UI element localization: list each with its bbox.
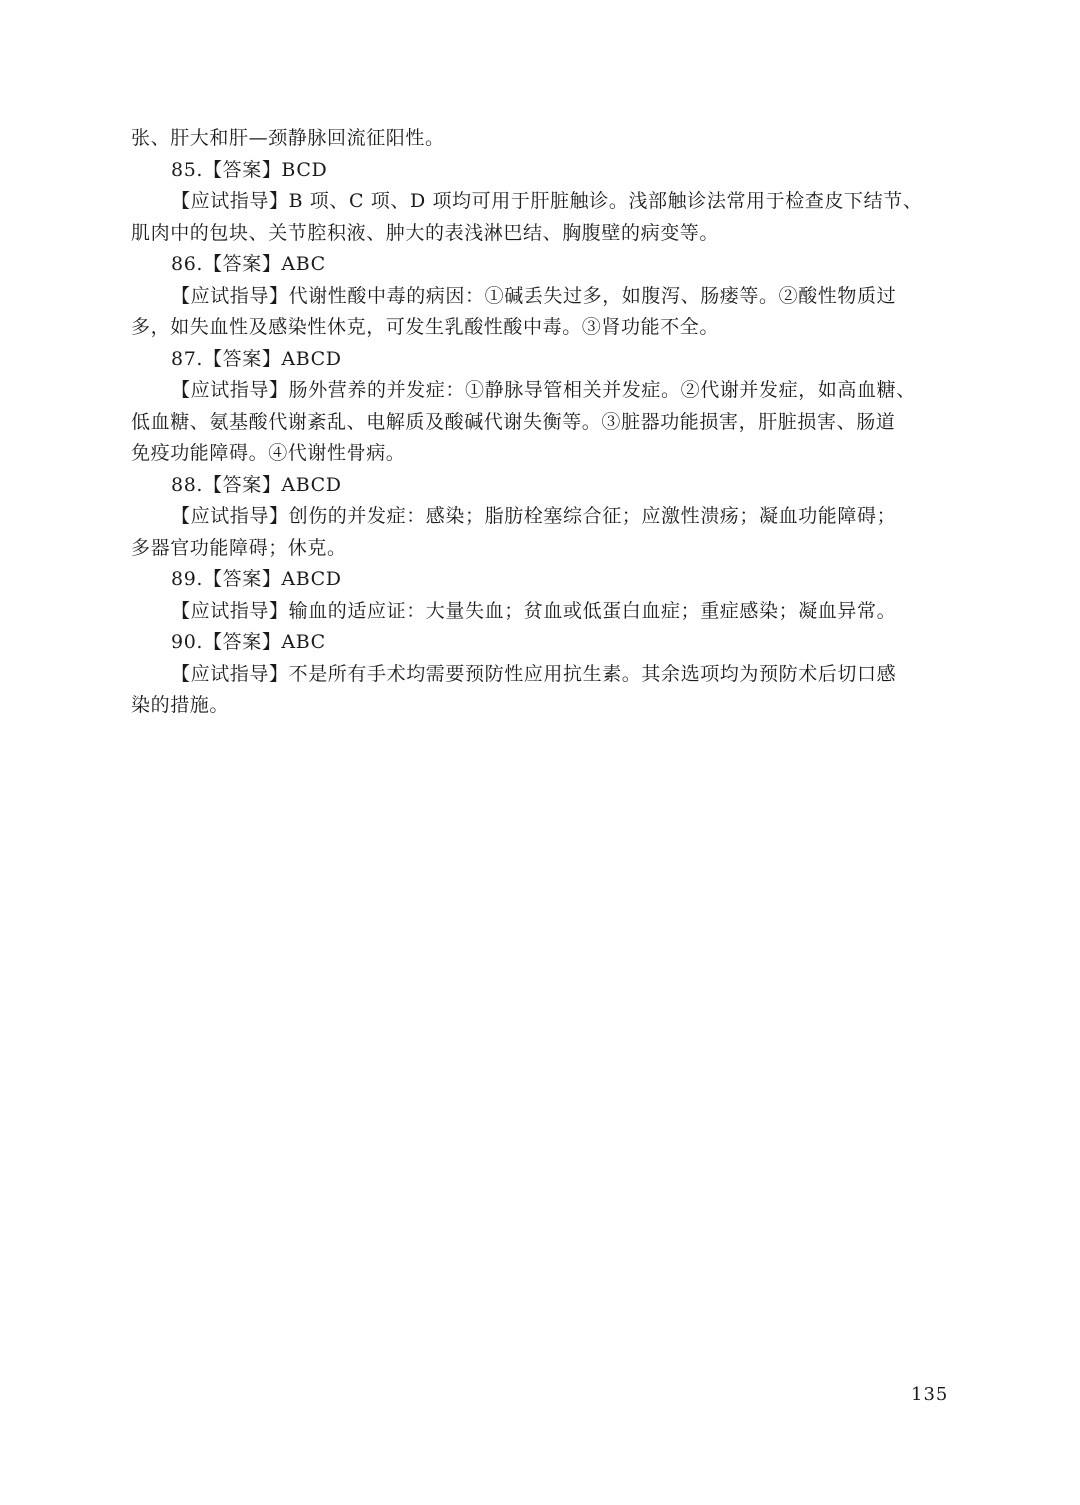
answer-line-87: 87.【答案】ABCD <box>171 347 342 370</box>
guide-line: 【应试指导】B 项、C 项、D 项均可用于肝脏触诊。浅部触诊法常用于检查皮下结节、 <box>171 190 923 212</box>
text-line: 多，如失血性及感染性休克，可发生乳酸性酸中毒。③肾功能不全。 <box>131 316 720 338</box>
answer-line-85: 85.【答案】BCD <box>171 158 328 181</box>
guide-line: 【应试指导】不是所有手术均需要预防性应用抗生素。其余选项均为预防术后切口感 <box>171 662 897 685</box>
guide-line: 【应试指导】创伤的并发症：感染；脂肪栓塞综合征；应激性溃疡；凝血功能障碍； <box>171 505 897 527</box>
text-line: 染的措施。 <box>131 694 230 716</box>
guide-line: 【应试指导】输血的适应证：大量失血；贫血或低蛋白血症；重症感染；凝血异常。 <box>171 599 897 622</box>
guide-line: 【应试指导】代谢性酸中毒的病因：①碱丢失过多，如腹泻、肠瘘等。②酸性物质过 <box>171 284 897 307</box>
answer-line-90: 90.【答案】ABC <box>171 631 326 653</box>
page-number: 135 <box>911 1384 949 1405</box>
document-body <box>131 123 953 722</box>
text-line: 多器官功能障碍；休克。 <box>131 536 347 559</box>
answer-line-89: 89.【答案】ABCD <box>171 568 342 590</box>
text-line: 免疫功能障碍。④代谢性骨病。 <box>131 442 406 464</box>
text-line: 肌肉中的包块、关节腔积液、肿大的表浅淋巴结、胸腹壁的病变等。 <box>131 221 720 244</box>
text-line: 低血糖、氨基酸代谢紊乱、电解质及酸碱代谢失衡等。③脏器功能损害，肝脏损害、肠道 <box>131 410 896 433</box>
answer-line-86: 86.【答案】ABC <box>171 253 326 275</box>
answer-line-88: 88.【答案】ABCD <box>171 473 342 496</box>
text-line: 张、肝大和肝—颈静脉回流征阳性。 <box>131 127 445 149</box>
guide-line: 【应试指导】肠外营养的并发症：①静脉导管相关并发症。②代谢并发症，如高血糖、 <box>171 379 916 401</box>
